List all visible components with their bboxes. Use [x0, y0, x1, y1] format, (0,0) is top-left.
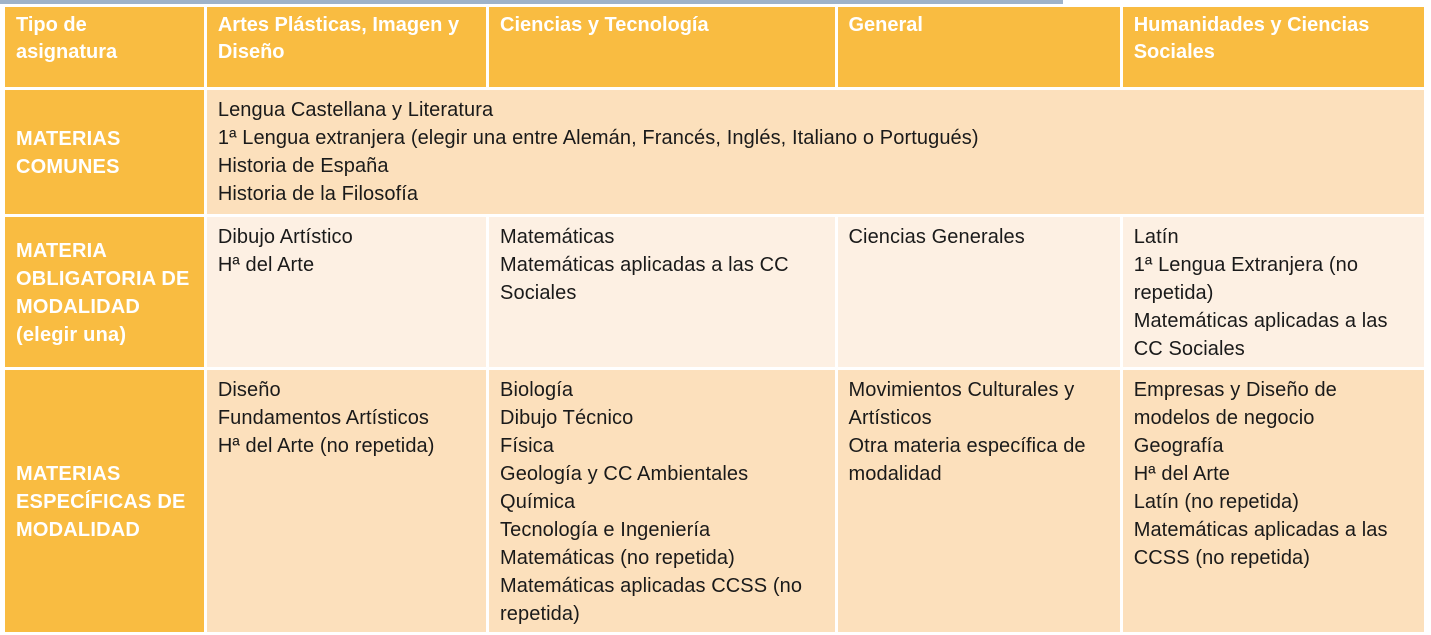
subject-item: Hª del Arte (no repetida)	[217, 435, 435, 457]
subject-item: Latín	[1133, 226, 1179, 248]
row-label-comunes: MATERIAS COMUNES	[5, 90, 204, 214]
row-label-obligatoria: MATERIA OBLIGATORIA DE MODALIDAD (elegir una)	[5, 217, 204, 367]
cell-especificas-humanidades	[1123, 370, 1424, 632]
header-humanidades: Humanidades y Ciencias Sociales	[1123, 7, 1424, 87]
subject-item: Biología	[500, 379, 574, 401]
row-especificas	[5, 370, 1424, 632]
header-tipo: Tipo de asignatura	[5, 7, 204, 87]
cell-comunes	[207, 90, 1424, 214]
cell-especificas-general	[838, 370, 1120, 632]
subject-item: Dibujo Técnico	[500, 407, 634, 429]
cell-especificas-ciencias	[489, 370, 834, 632]
header-ciencias: Ciencias y Tecnología	[489, 7, 834, 87]
row-obligatoria	[5, 217, 1424, 367]
cell-obligatoria-general	[838, 217, 1120, 367]
subject-item: Ciencias Generales	[848, 226, 1025, 248]
cell-obligatoria-ciencias	[489, 217, 834, 367]
header-artes: Artes Plásticas, Imagen y Diseño	[207, 7, 486, 87]
subject-item: Matemáticas (no repetida)	[500, 547, 735, 569]
row-label-especificas: MATERIAS ESPECÍFICAS DE MODALIDAD	[5, 370, 204, 632]
cell-obligatoria-artes	[207, 217, 486, 367]
comunes-item: Historia de la Filosofía	[217, 183, 419, 205]
subject-item: Latín (no repetida)	[1133, 491, 1300, 513]
subject-item: Matemáticas aplicadas a las CC Sociales	[1133, 310, 1388, 360]
subject-item: Matemáticas	[500, 226, 615, 248]
row-materias-comunes	[5, 90, 1424, 214]
subject-item: Dibujo Artístico	[217, 226, 353, 248]
subject-item: Matemáticas aplicadas CCSS (no repetida)	[500, 575, 803, 625]
header-row	[5, 7, 1424, 87]
subject-item: Tecnología e Ingeniería	[500, 519, 711, 541]
subject-item: Hª del Arte	[217, 254, 315, 276]
subject-item: Física	[500, 435, 554, 457]
cell-obligatoria-humanidades	[1123, 217, 1424, 367]
comunes-item: 1ª Lengua extranjera (elegir una entre Alemán, Francés, Inglés, Italiano o Portugués)	[217, 127, 979, 149]
subject-item: Química	[500, 491, 576, 513]
subject-item: Fundamentos Artísticos	[217, 407, 430, 429]
cell-especificas-artes	[207, 370, 486, 632]
subject-item: Hª del Arte	[1133, 463, 1231, 485]
subject-item: Diseño	[217, 379, 281, 401]
comunes-item: Lengua Castellana y Literatura	[217, 99, 494, 121]
comunes-item: Historia de España	[217, 155, 389, 177]
subjects-table	[2, 4, 1427, 635]
subject-item: Matemáticas aplicadas a las CC Sociales	[500, 254, 789, 304]
header-general: General	[838, 7, 1120, 87]
subject-item: Movimientos Culturales y Artísticos	[848, 379, 1075, 429]
subject-item: Matemáticas aplicadas a las CCSS (no repetida)	[1133, 519, 1388, 569]
subject-item: Geografía	[1133, 435, 1224, 457]
subject-item: 1ª Lengua Extranjera (no repetida)	[1133, 254, 1359, 304]
subject-item: Geología y CC Ambientales	[500, 463, 749, 485]
subject-item: Otra materia específica de modalidad	[848, 435, 1086, 485]
subject-item: Empresas y Diseño de modelos de negocio	[1133, 379, 1337, 429]
